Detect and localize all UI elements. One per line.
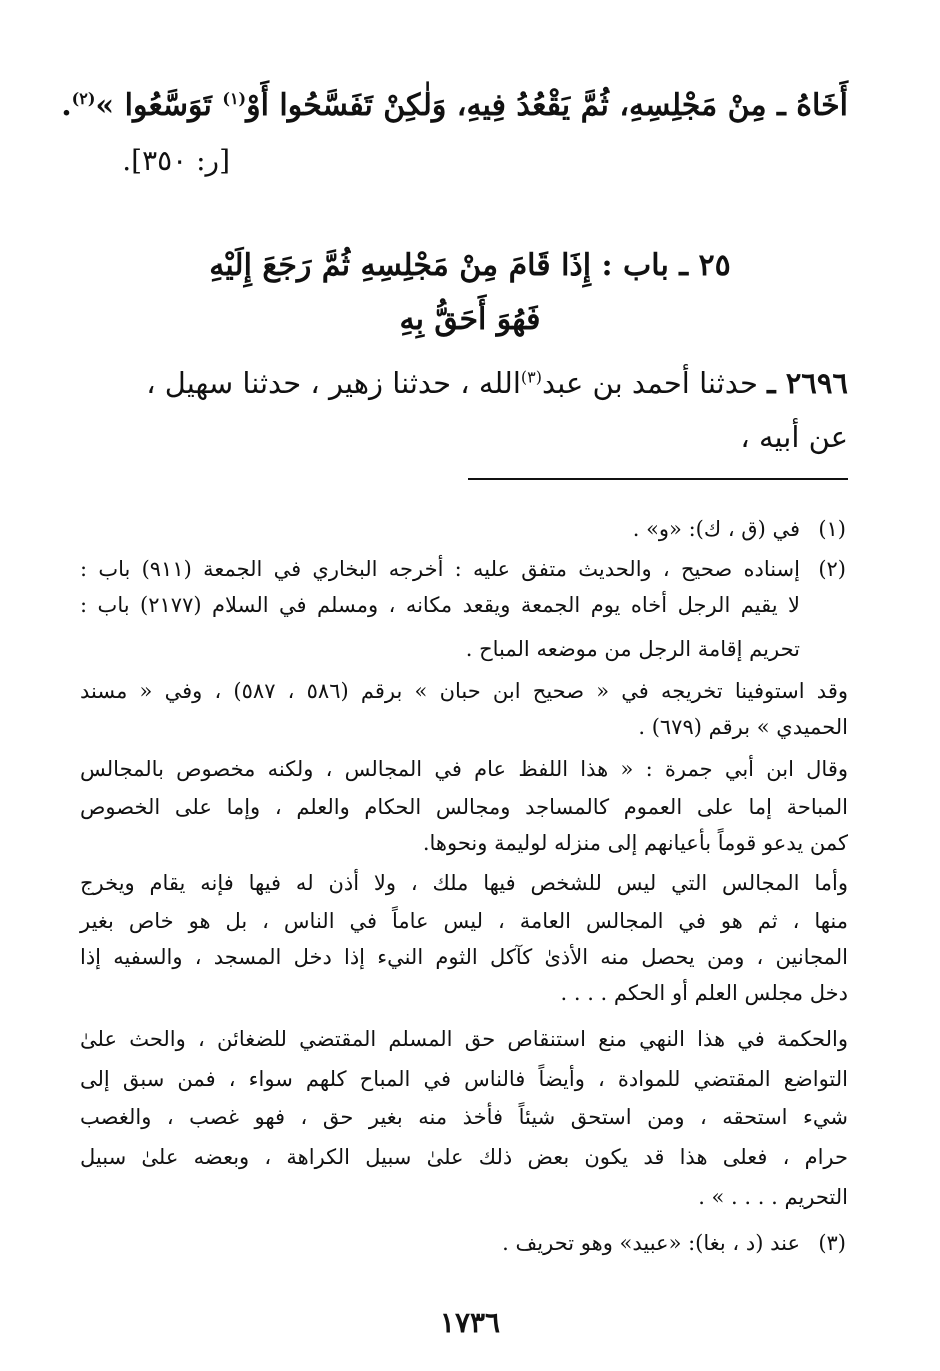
footnote-para-line: دخل مجلس العلم أو الحكم . . . . — [560, 981, 848, 1005]
footnote-para-line: وأما المجالس التي ليس للشخص فيها ملك ، ولا أذن له فيها فإنه يقام ويخرج — [80, 871, 848, 895]
footnote-mark-1: (١) — [818, 517, 846, 541]
page-number: ١٧٣٦ — [439, 1306, 501, 1339]
footnote-para-line: المجانين ، ومن يحصل منه الأذىٰ كآكل الثوم النيء إذا دخل المسجد ، والسفيه إذا — [80, 945, 848, 969]
isnad-line-1 — [88, 360, 848, 406]
footnote-2-line: لا يقيم الرجل أخاه يوم الجمعة ويقعد مكانه ، ومسلم في السلام (٢١٧٧) باب : — [80, 593, 800, 617]
footnote-2-line: إسناده صحيح ، والحديث متفق عليه : أخرجه البخاري في الجمعة (٩١١) باب : — [80, 557, 800, 581]
hadith-text: أَخَاهُ ـ مِنْ مَجْلِسِهِ، ثُمَّ يَقْعُدُ فِيهِ، وَلٰكِنْ تَفَسَّحُوا أَوْ — [246, 88, 848, 123]
footnote-para-line: التواضع المقتضي للموادة ، وأيضاً فالناس في المباح كلهم سواء ، فمن سبق إلى — [80, 1067, 848, 1091]
hadith-text-line-1 — [61, 82, 848, 130]
isnad-line-2: عن أبيه ، — [740, 420, 848, 454]
isnad-text: حدثنا أحمد بن عبد — [542, 366, 768, 400]
footnote-3-text: عند (د ، بغا): «عبيد» وهو تحريف . — [502, 1231, 800, 1255]
chapter-title-line-2: فَهُوَ أَحَقُّ بِهِ — [399, 302, 541, 337]
footnote-para-line: وقال ابن أبي جمرة : « هذا اللفظ عام في المجالس ، ولكنه مخصوص بالمجالس — [80, 757, 848, 781]
footnote-para-line: منها ، ثم هو في المجالس العامة ، ليس عاماً في الناس ، بل هو خاص بغير — [80, 909, 848, 933]
footnote-2-line: تحريم إقامة الرجل من موضعه المباح . — [465, 637, 800, 661]
hadith-text-end: تَوَسَّعُوا » — [95, 88, 223, 123]
footnote-divider — [468, 478, 848, 480]
footnote-ref-3[interactable]: (٣) — [520, 367, 543, 387]
footnote-mark-2: (٢) — [818, 557, 846, 581]
footnote-para-line: المباحة إما على العموم كالمساجد ومجالس الحكام والعلم ، وإما على الخصوص — [80, 795, 848, 819]
isnad-text-cont: الله ، حدثنا زهير ، حدثنا سهيل ، — [146, 366, 521, 400]
footnote-para-line: وقد استوفينا تخريجه في « صحيح ابن حبان » برقم (٥٨٦ ، ٥٨٧) ، وفي « مسند — [80, 679, 848, 703]
hadith-number: ٢٦٩٦ ـ — [767, 366, 848, 400]
chapter-title-line-1: ٢٥ ـ باب : إِذَا قَامَ مِنْ مَجْلِسِهِ ثُمَّ رَجَعَ إِلَيْهِ — [209, 248, 731, 283]
footnote-para-line: التحريم . . . . » . — [698, 1185, 848, 1209]
footnote-para-line: شيء استحقه ، ومن استحق شيئاً فأخذ منه بغير حق ، فهو غصب ، والغصب — [80, 1105, 848, 1129]
footnote-1-text: في (ق ، ك): «و» . — [632, 517, 800, 541]
hadith-full-stop: . — [61, 88, 72, 123]
footnote-mark-3: (٣) — [818, 1231, 846, 1255]
footnote-ref-2[interactable]: (٢) — [71, 89, 96, 108]
footnote-para-line: كمن يدعو قوماً بأعيانهم إلى منزله لوليمة ونحوها. — [422, 831, 848, 855]
footnote-para-line: حرام ، فعلى هذا قد يكون بعض ذلك علىٰ سبيل الكراهة ، وبعضه علىٰ سبيل — [80, 1145, 848, 1169]
footnote-ref-1[interactable]: (١) — [222, 89, 247, 108]
footnote-para-line: الحميدي » برقم (٦٧٩) . — [638, 715, 848, 739]
footnote-para-line: والحكمة في هذا النهي منع استنقاص حق المسلم المقتضي للضغائن ، والحث علىٰ — [80, 1027, 848, 1051]
cross-reference: [ر: ٣٥٠]. — [122, 144, 230, 177]
